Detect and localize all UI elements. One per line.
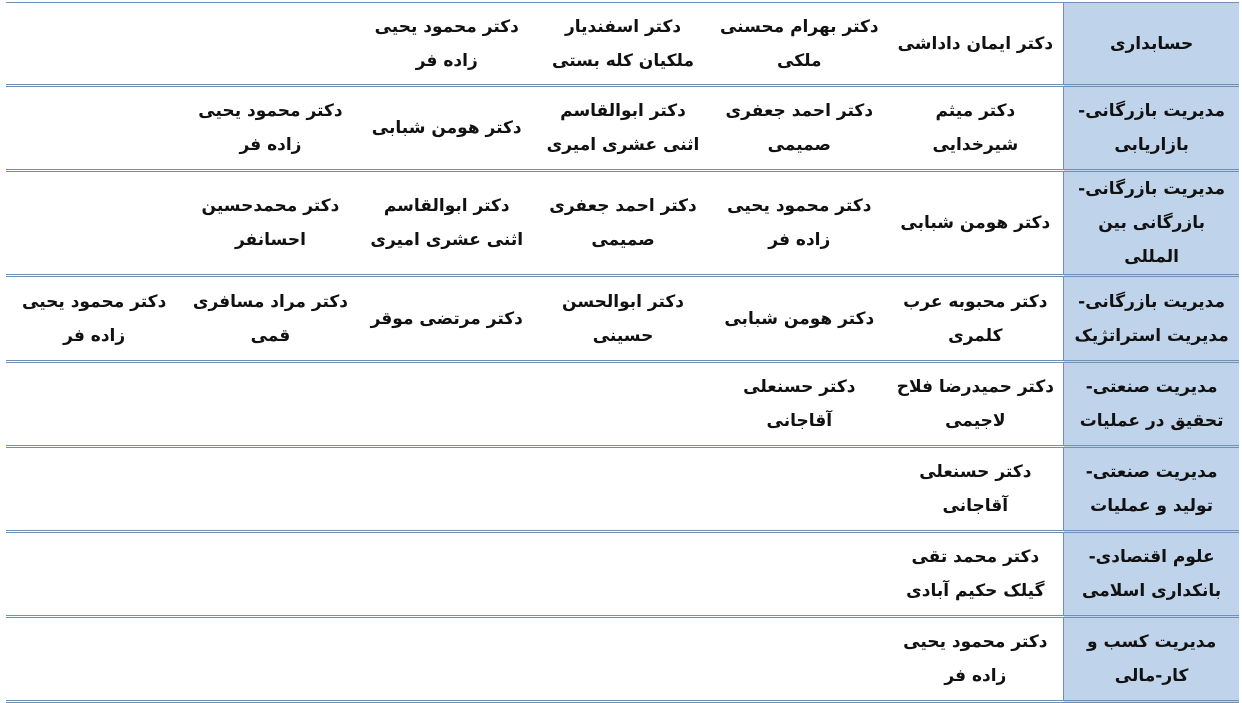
professor-name-cell: [535, 447, 711, 532]
professor-name-cell: [359, 532, 535, 617]
professor-name-cell: دکتر ایمان داداشی: [887, 3, 1063, 86]
field-name-cell: مدیریت بازرگانی- بازرگانی بین المللی: [1064, 171, 1239, 276]
table-row: [6, 3, 1239, 86]
professor-name-cell: دکتر حسنعلی آقاجانی: [887, 447, 1063, 532]
professor-name-cell: [182, 532, 358, 617]
professor-name-cell: [711, 447, 887, 532]
table-row: [6, 532, 1239, 617]
table-row: [6, 362, 1239, 447]
professor-name-cell: دکتر هومن شبابی: [711, 276, 887, 362]
table-row: [6, 171, 1239, 276]
professor-name-cell: دکتر محمد تقی گیلک حکیم آبادی: [887, 532, 1063, 617]
professor-name-cell: [6, 532, 182, 617]
professor-name-cell: دکتر محبوبه عرب کلمری: [887, 276, 1063, 362]
field-name-cell: مدیریت بازرگانی- بازاریابی: [1064, 86, 1239, 171]
professor-name-cell: [359, 617, 535, 702]
professor-name-cell: دکتر محمدحسین احسانفر: [182, 171, 358, 276]
professor-name-cell: [182, 447, 358, 532]
table-body: [6, 3, 1239, 702]
professor-name-cell: [182, 362, 358, 447]
professor-name-cell: [182, 617, 358, 702]
professor-name-cell: دکتر ابوالحسن حسینی: [535, 276, 711, 362]
table-row: [6, 86, 1239, 171]
professor-name-cell: [535, 532, 711, 617]
professors-table-container: [6, 2, 1239, 703]
professor-name-cell: دکتر اسفندیار ملکیان کله بستی: [535, 3, 711, 86]
professor-name-cell: [359, 447, 535, 532]
table-row: [6, 617, 1239, 702]
professor-name-cell: دکتر حمیدرضا فلاح لاجیمی: [887, 362, 1063, 447]
field-name-cell: مدیریت کسب و کار-مالی: [1064, 617, 1239, 702]
professors-table: [6, 2, 1239, 703]
field-name-cell: مدیریت بازرگانی- مدیریت استراتژیک: [1064, 276, 1239, 362]
professor-name-cell: دکتر هومن شبابی: [887, 171, 1063, 276]
professor-name-cell: [535, 617, 711, 702]
professor-name-cell: [182, 3, 358, 86]
professor-name-cell: دکتر ابوالقاسم اثنی عشری امیری: [359, 171, 535, 276]
professor-name-cell: [711, 617, 887, 702]
professor-name-cell: دکتر مراد مسافری قمی: [182, 276, 358, 362]
professor-name-cell: [359, 362, 535, 447]
field-name-cell: مدیریت صنعتی- تحقیق در عملیات: [1064, 362, 1239, 447]
professor-name-cell: دکتر ابوالقاسم اثنی عشری امیری: [535, 86, 711, 171]
professor-name-cell: [6, 617, 182, 702]
professor-name-cell: [6, 171, 182, 276]
professor-name-cell: دکتر احمد جعفری صمیمی: [535, 171, 711, 276]
field-name-cell: حسابداری: [1064, 3, 1239, 86]
professor-name-cell: دکتر میثم شیرخدایی: [887, 86, 1063, 171]
professor-name-cell: دکتر مرتضی موقر: [359, 276, 535, 362]
professor-name-cell: [535, 362, 711, 447]
field-name-cell: مدیریت صنعتی- تولید و عملیات: [1064, 447, 1239, 532]
table-row: [6, 447, 1239, 532]
professor-name-cell: دکتر بهرام محسنی ملکی: [711, 3, 887, 86]
professor-name-cell: دکتر محمود یحیی زاده فر: [887, 617, 1063, 702]
professor-name-cell: دکتر حسنعلی آقاجانی: [711, 362, 887, 447]
professor-name-cell: [711, 532, 887, 617]
professor-name-cell: [6, 447, 182, 532]
professor-name-cell: دکتر محمود یحیی زاده فر: [6, 276, 182, 362]
professor-name-cell: [6, 86, 182, 171]
table-row: [6, 276, 1239, 362]
professor-name-cell: دکتر محمود یحیی زاده فر: [359, 3, 535, 86]
professor-name-cell: دکتر محمود یحیی زاده فر: [711, 171, 887, 276]
professor-name-cell: [6, 3, 182, 86]
professor-name-cell: دکتر هومن شبابی: [359, 86, 535, 171]
professor-name-cell: [6, 362, 182, 447]
professor-name-cell: دکتر احمد جعفری صمیمی: [711, 86, 887, 171]
field-name-cell: علوم اقتصادی- بانکداری اسلامی: [1064, 532, 1239, 617]
professor-name-cell: دکتر محمود یحیی زاده فر: [182, 86, 358, 171]
